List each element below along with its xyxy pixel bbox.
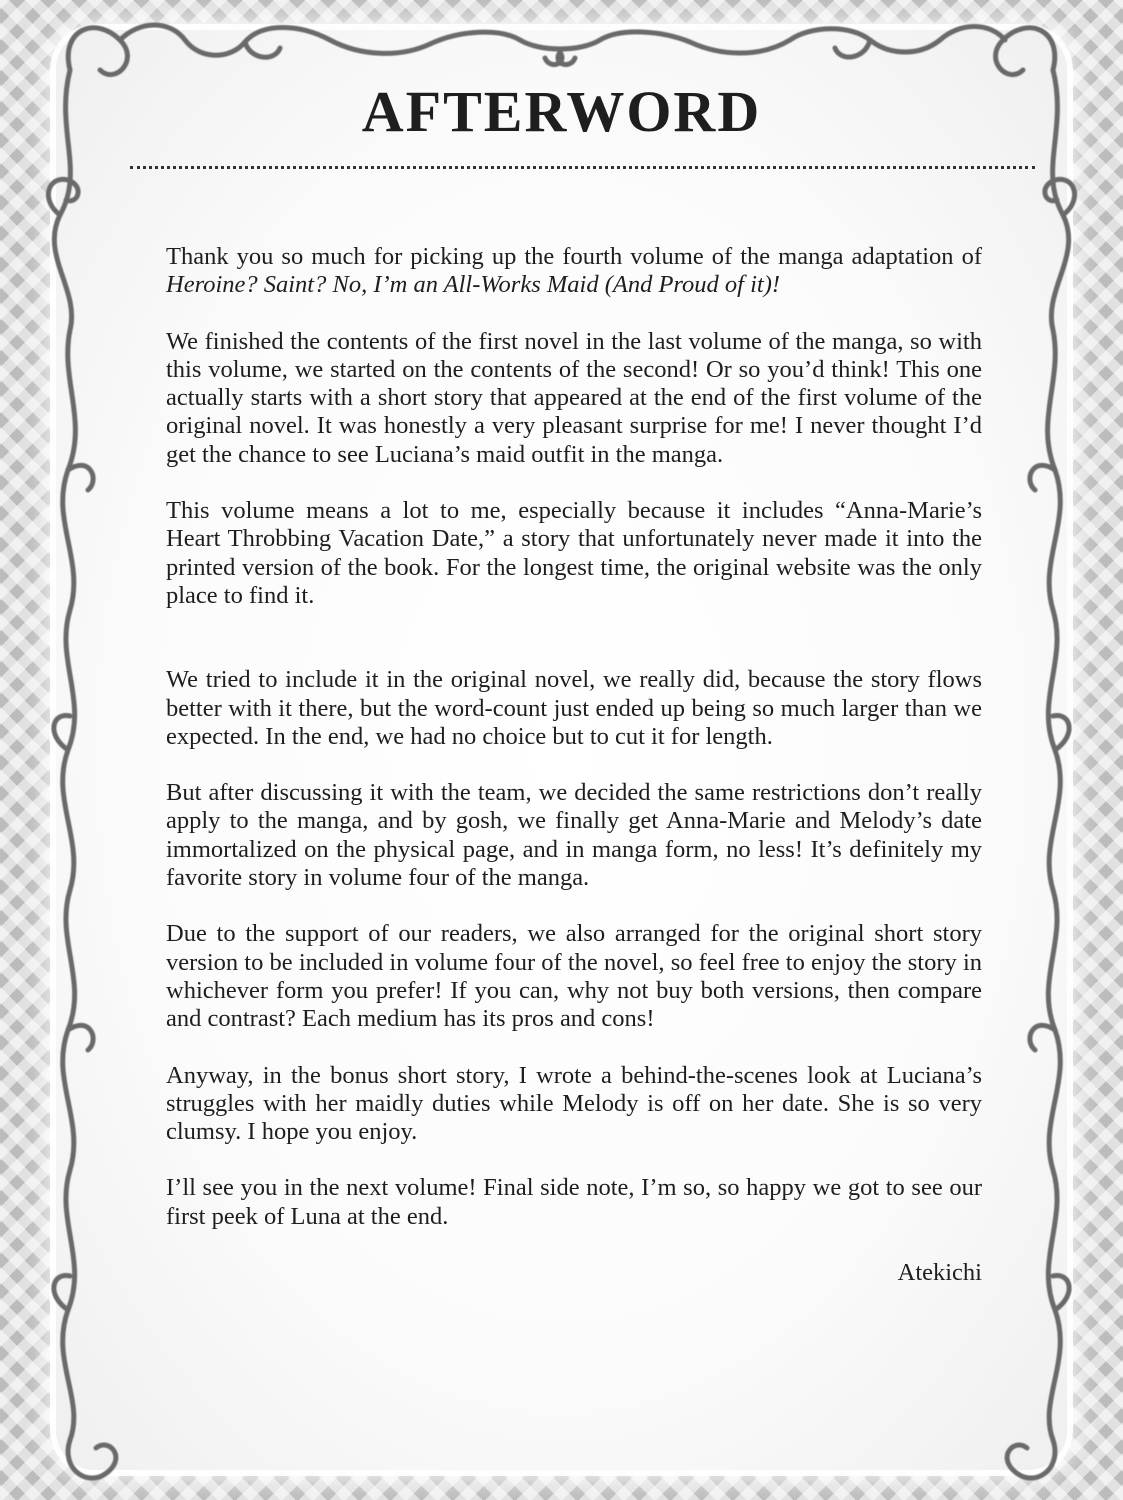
paragraph-4: We tried to include it in the original novel, we really did, because the story flows better with it there, but the word-count just ended up being so much larger than we expected. In the end, we had no choice but to cut it for length. xyxy=(166,666,982,750)
paragraph-8: I’ll see you in the next volume! Final side note, I’m so, so happy we got to see our first peek of Luna at the end. xyxy=(166,1174,982,1230)
paragraph-1-text: Thank you so much for picking up the fourth volume of the manga adaptation of xyxy=(166,243,982,270)
paragraph-1 xyxy=(166,243,982,300)
page-title: AFTERWORD xyxy=(361,79,762,144)
author-signature: Atekichi xyxy=(897,1259,982,1287)
title-divider xyxy=(130,166,1035,169)
paragraph-7: Anyway, in the bonus short story, I wrote a behind-the-scenes look at Luciana’s struggles with her maidly duties while Melody is off on her date. She is so very clumsy. I hope you enjoy. xyxy=(166,1061,982,1146)
book-title: Heroine? Saint? No, I’m an All-Works Maid (And Proud of it)! xyxy=(166,271,781,299)
paragraph-3: This volume means a lot to me, especially because it includes “Anna-Marie’s Heart Throbbing Vacation Date,” a story that unfortunately never made it into the printed version of the book. For the longest time, the original website was the only place to find it. xyxy=(166,497,982,609)
paragraph-6: Due to the support of our readers, we also arranged for the original short story version to be included in volume four of the novel, so feel free to enjoy the story in whichever form you prefer! If you can, why not buy both versions, then compare and contrast? Each medium has its pros and cons! xyxy=(166,920,982,1033)
paragraph-5: But after discussing it with the team, we decided the same restrictions don’t really apply to the manga, and by gosh, we finally get Anna-Marie and Melody’s date immortalized on the physical page, and in manga form, no less! It’s definitely my favorite story in volume four of the manga. xyxy=(166,779,982,892)
afterword-body xyxy=(166,243,982,1287)
paragraph-2: We finished the contents of the first novel in the last volume of the manga, so with this volume, we started on the contents of the second! Or so you’d think! This one actually starts with a short story that appeared at the end of the first volume of the original novel. It was honestly a very pleasant surprise for me! I never thought I’d get the chance to see Luciana’s maid outfit in the manga. xyxy=(166,327,982,468)
